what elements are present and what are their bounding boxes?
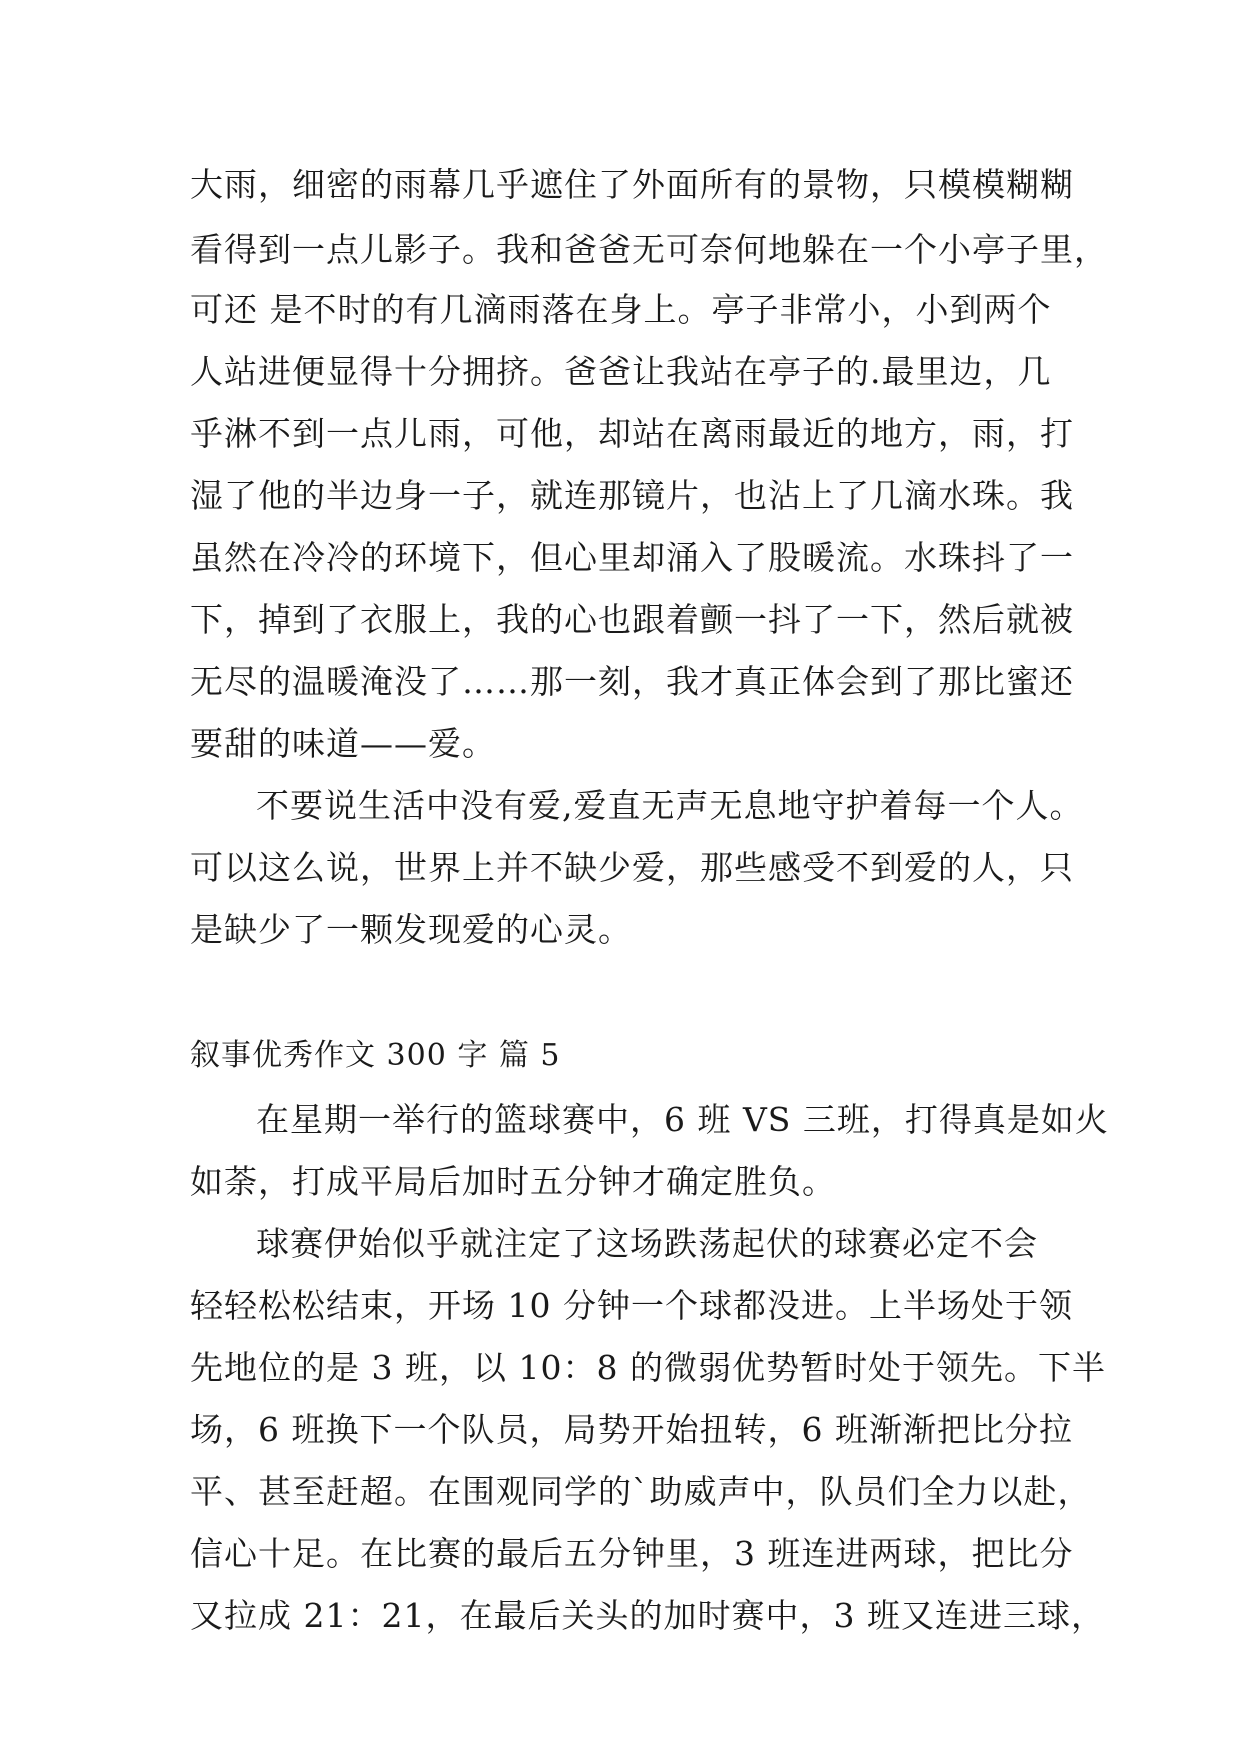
paragraph-line: 下，掉到了衣服上，我的心也跟着颤一抖了一下，然后就被	[190, 600, 1074, 639]
paragraph-line: 大雨，细密的雨幕几乎遮住了外面所有的景物，只模模糊糊	[190, 165, 1074, 204]
paragraph-line: 在星期一举行的篮球赛中，6 班 VS 三班，打得真是如火	[256, 1100, 1109, 1139]
paragraph-line: 可以这么说，世界上并不缺少爱，那些感受不到爱的人，只	[190, 848, 1074, 887]
paragraph-line: 可还 是不时的有几滴雨落在身上。亭子非常小，小到两个	[190, 290, 1052, 329]
paragraph-line: 如荼，打成平局后加时五分钟才确定胜负。	[190, 1162, 836, 1201]
paragraph-line: 平、甚至赶超。在围观同学的`助威声中，队员们全力以赴，	[190, 1472, 1092, 1511]
paragraph-line: 人站进便显得十分拥挤。爸爸让我站在亭子的.最里边，几	[190, 352, 1052, 391]
paragraph-line: 不要说生活中没有爱,爱直无声无息地守护着每一个人。	[256, 786, 1084, 825]
paragraph-line: 乎淋不到一点儿雨，可他，却站在离雨最近的地方，雨，打	[190, 414, 1074, 453]
paragraph-line: 球赛伊始似乎就注定了这场跌荡起伏的球赛必定不会	[256, 1224, 1038, 1263]
paragraph-line: 要甜的味道——爱。	[190, 724, 496, 763]
paragraph-line: 又拉成 21：21，在最后关头的加时赛中，3 班又连进三球，	[190, 1596, 1105, 1635]
paragraph-line: 场，6 班换下一个队员，局势开始扭转，6 班渐渐把比分拉	[190, 1410, 1073, 1449]
paragraph-line: 信心十足。在比赛的最后五分钟里，3 班连进两球，把比分	[190, 1534, 1074, 1573]
paragraph-line: 是缺少了一颗发现爱的心灵。	[190, 910, 632, 949]
paragraph-line: 虽然在冷冷的环境下，但心里却涌入了股暖流。水珠抖了一	[190, 538, 1074, 577]
paragraph-line: 先地位的是 3 班，以 10：8 的微弱优势暂时处于领先。下半	[190, 1348, 1106, 1387]
paragraph-line: 无尽的温暖淹没了……那一刻，我才真正体会到了那比蜜还	[190, 662, 1074, 701]
paragraph-line: 湿了他的半边身一子，就连那镜片，也沾上了几滴水珠。我	[190, 476, 1074, 515]
section-heading: 叙事优秀作文 300 字 篇 5	[190, 1038, 561, 1073]
paragraph-line: 看得到一点儿影子。我和爸爸无可奈何地躲在一个小亭子里，	[190, 230, 1108, 269]
paragraph-line: 轻轻松松结束，开场 10 分钟一个球都没进。上半场处于领	[190, 1286, 1073, 1325]
